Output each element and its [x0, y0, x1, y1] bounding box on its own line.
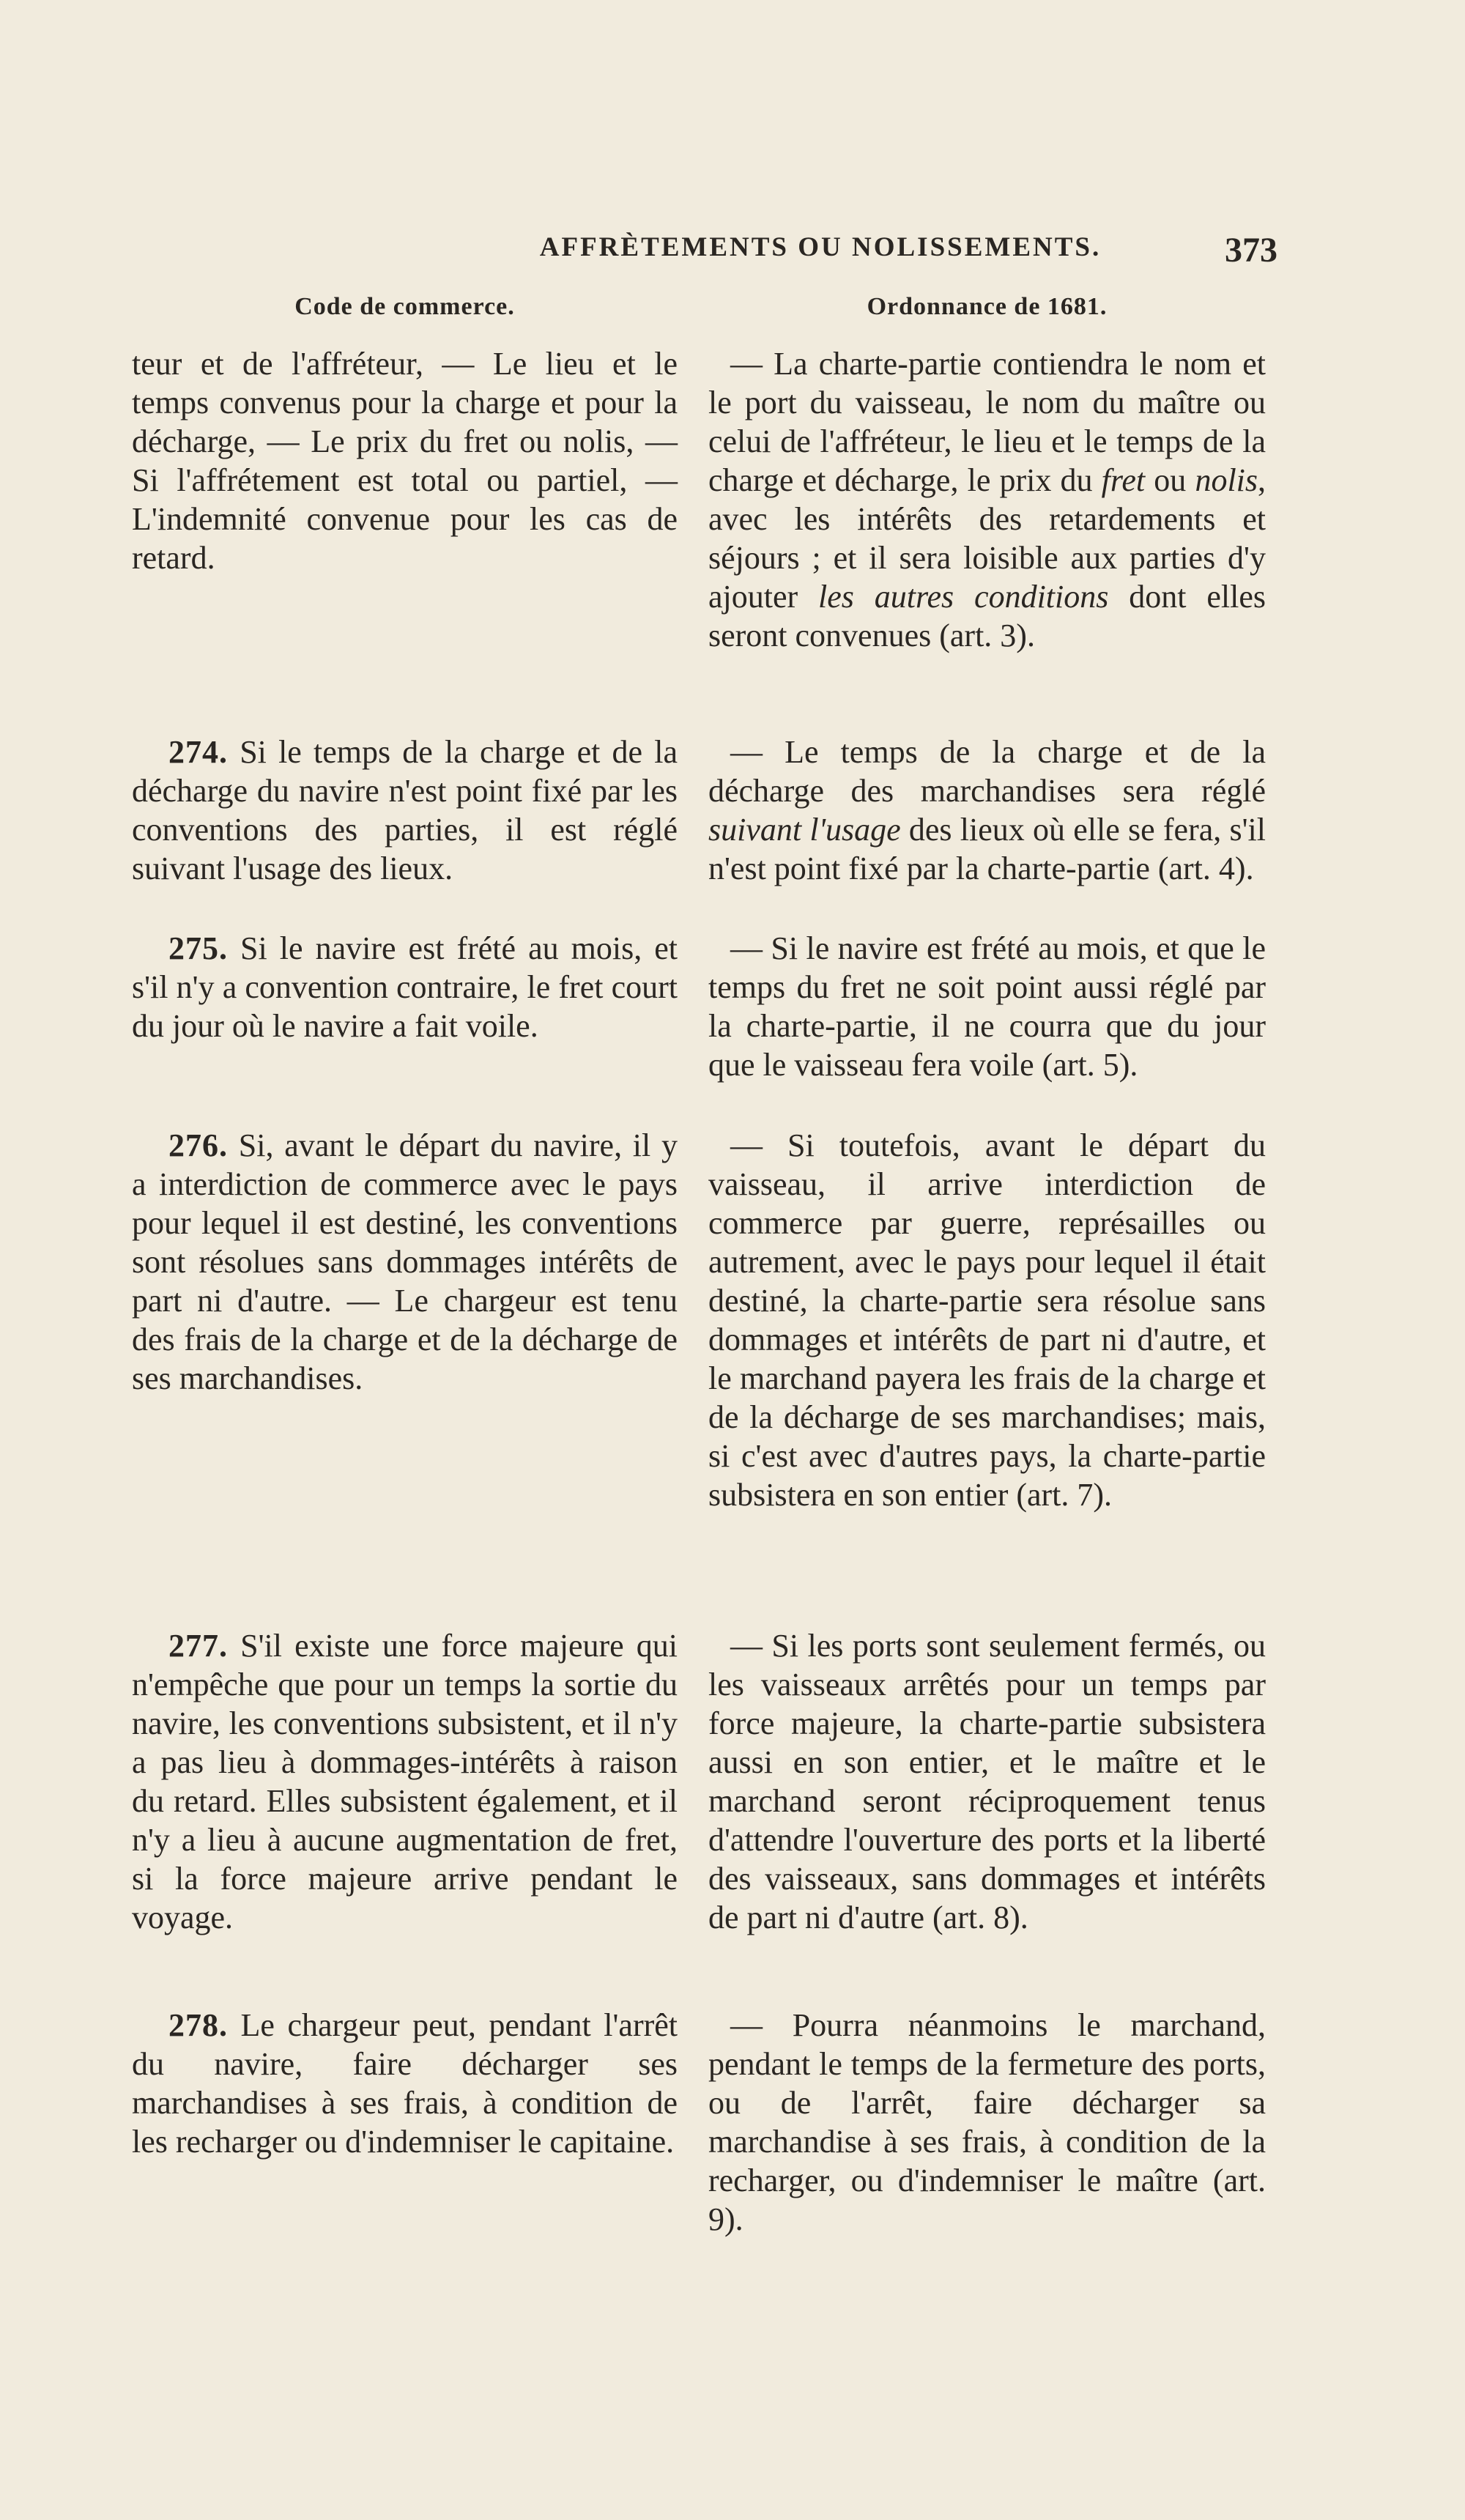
right-column-heading: Ordonnance de 1681. [867, 293, 1108, 320]
article-274-text: Si le temps de la charge et de la décharge du navire n'est point fixé par les conventions des parties, il est réglé suivant l'usage des lieux. [132, 734, 678, 886]
ordonnance-paragraph-5 [708, 1626, 1266, 1937]
ordonnance-paragraph-1 [708, 344, 1266, 655]
article-276-text: Si, avant le départ du navire, il y a interdiction de commerce avec le pays pour lequel il est destiné, les conventions sont résolues sans dommages intérêts de part ni d'autre. — Le chargeur est tenu des frais de la charge et de la décharge de ses marchandises. [132, 1127, 678, 1396]
article-276 [132, 1126, 678, 1398]
ordonnance-p4-text: — Si toutefois, avant le départ du vaisseau, il arrive interdiction de commerce par guerre, représailles ou autrement, avec le pays pour lequel il était destiné, la charte-partie sera résolue sans dommages et intérêts de part ni d'autre, et le marchand payera les frais de la charge et de la décharge de ses marchandises; mais, si c'est avec d'autres pays, la charte-partie subsistera en son entier (art. 7). [708, 1127, 1266, 1513]
ordonnance-paragraph-4 [708, 1126, 1266, 1514]
ordonnance-p2-text-b: des lieux où elle se fera, s'il n'est point fixé par la charte-partie (art. 4). [708, 812, 1266, 886]
article-274 [132, 733, 678, 888]
article-278 [132, 2006, 678, 2161]
article-275-text: Si le navire est frété au mois, et s'il n'y a convention contraire, le fret court du jour où le navire a fait voile. [132, 930, 678, 1044]
ordonnance-p5-text: — Si les ports sont seulement fermés, ou les vaisseaux arrêtés pour un temps par force majeure, la charte-partie subsistera aussi en son entier, et le maître et le marchand seront réciproquement tenus d'attendre l'ouverture des ports et la liberté des vaisseaux, sans dommages et intérêts de part ni d'autre (art. 8). [708, 1628, 1266, 1935]
ordonnance-p1-text-d: dont elles seront convenues (art. 3). [708, 579, 1266, 653]
article-277 [132, 1626, 678, 1937]
ordonnance-p2-usage: suivant l'usage [708, 812, 901, 848]
article-275 [132, 929, 678, 1045]
ordonnance-paragraph-6 [708, 2006, 1266, 2239]
ordonnance-p1-text-b: ou [1145, 462, 1195, 498]
ordonnance-p6-text: — Pourra néanmoins le marchand, pendant le temps de la fermeture des ports, ou de l'arrêt, faire décharger sa marchandise à ses frais, à condition de la recharger, ou d'indemniser le maître (art. 9). [708, 2007, 1266, 2237]
ordonnance-p2-text-a: — Le temps de la charge et de la décharge des marchandises sera réglé [708, 734, 1266, 809]
running-header: AFFRÈTEMENTS OU NOLISSEMENTS. [539, 232, 1102, 262]
left-intro [132, 344, 678, 577]
article-275-number: 275. [168, 930, 228, 966]
article-277-number: 277. [168, 1628, 228, 1664]
ordonnance-p1-fret: fret [1101, 462, 1146, 498]
ordonnance-paragraph-3 [708, 929, 1266, 1084]
article-277-text: S'il existe une force majeure qui n'empêche que pour un temps la sortie du navire, les conventions subsistent, et il n'y a pas lieu à dommages-intérêts à raison du retard. Elles subsistent également, et il n'y a lieu à aucune augmentation de fret, si la force majeure arrive pendant le voyage. [132, 1628, 678, 1935]
left-intro-text: teur et de l'affréteur, — Le lieu et le temps convenus pour la charge et pour la décharge, — Le prix du fret ou nolis, — Si l'affrétement est total ou partiel, — L'indemnité convenue pour les cas de retard. [132, 346, 678, 576]
ordonnance-p1-nolis: nolis [1195, 462, 1258, 498]
article-274-number: 274. [168, 734, 228, 770]
ordonnance-paragraph-2 [708, 733, 1266, 888]
ordonnance-p1-autres: les autres conditions [818, 579, 1109, 615]
article-278-number: 278. [168, 2007, 228, 2043]
article-276-number: 276. [168, 1127, 228, 1163]
ordonnance-p1-text-c: , avec les intérêts des retardements et séjours ; et il sera loisible aux parties d'y ajouter [708, 462, 1266, 615]
page-number: 373 [1225, 231, 1277, 270]
ordonnance-p1-text-a: — La charte-partie contiendra le nom et le port du vaisseau, le nom du maître ou celui de l'affréteur, le lieu et le temps de la charge et décharge, le prix du [708, 346, 1266, 498]
ordonnance-p3-text: — Si le navire est frété au mois, et que le temps du fret ne soit point aussi réglé par la charte-partie, il ne courra que du jour que le vaisseau fera voile (art. 5). [708, 930, 1266, 1083]
left-column-heading: Code de commerce. [294, 293, 515, 320]
article-278-text: Le chargeur peut, pendant l'arrêt du navire, faire décharger ses marchandises à ses frais, à condition de les recharger ou d'indemniser le capitaine. [132, 2007, 678, 2160]
